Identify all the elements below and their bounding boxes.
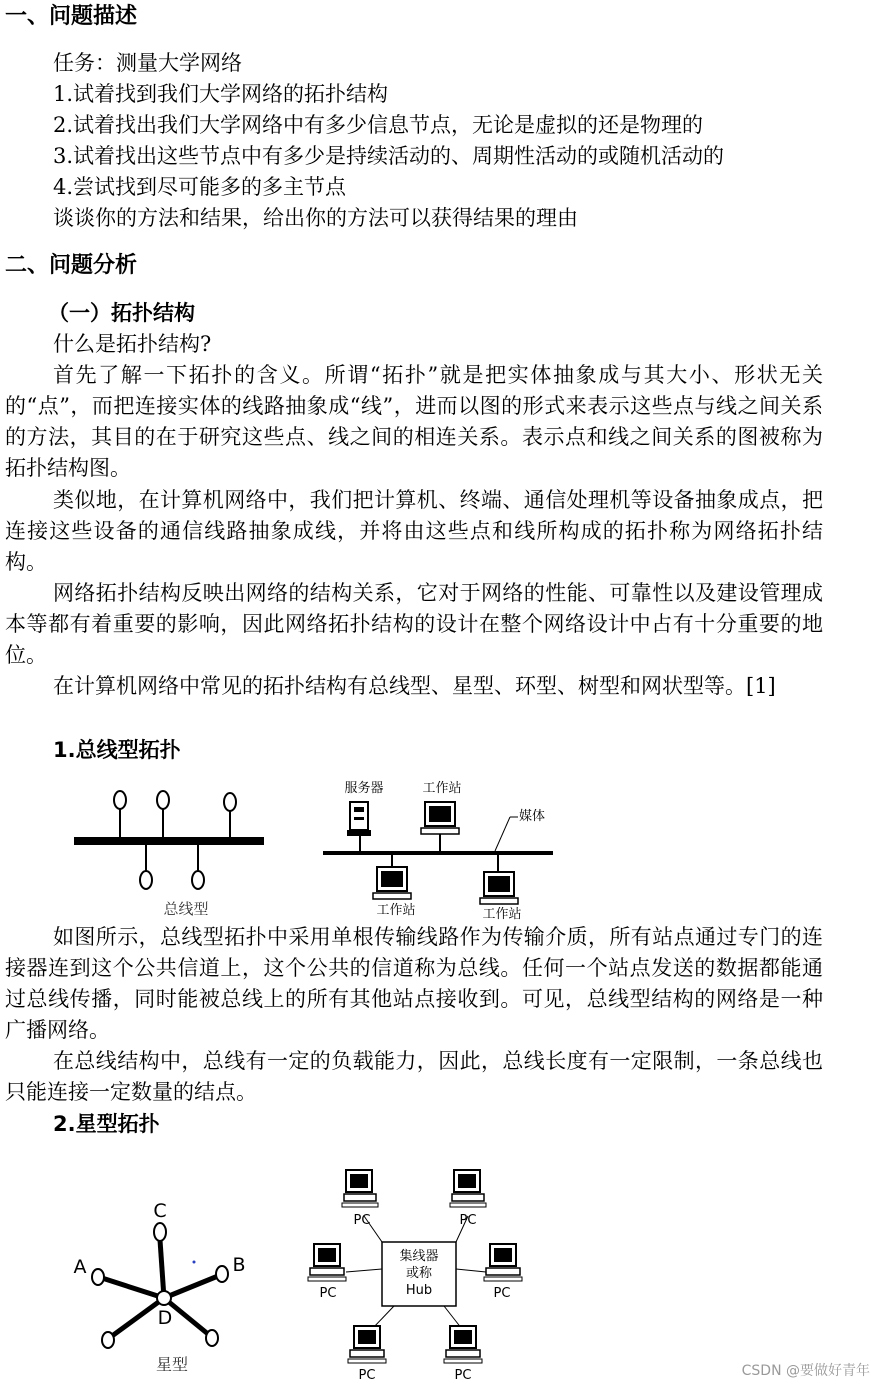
medium-line [323, 851, 553, 855]
heading-bus-topology: 1.总线型拓扑 [53, 738, 181, 762]
node-ellipse [157, 791, 169, 809]
node-lower-right [206, 1330, 218, 1346]
pc-label: PC [459, 1213, 477, 1228]
pc-label: PC [493, 1286, 511, 1301]
section-heading-problem: 一、问题描述 [5, 4, 138, 29]
hub-label-1: 集线器 [399, 1249, 439, 1264]
bus-line [74, 837, 264, 845]
question-line: 什么是拓扑结构? [53, 332, 212, 356]
workstation-icon [421, 802, 459, 851]
paragraph-topology-importance: 网络拓扑结构反映出网络的结构关系，它对于网络的性能、可靠性以及建设管理成本等都有着重要的影响，因此网络拓扑结构的设计在整个网络设计中占有十分重要的地位。 [5, 581, 823, 667]
task-item-2: 2.试着找出我们大学网络中有多少信息节点，无论是虚拟的还是物理的 [53, 113, 704, 137]
node-lower-left [102, 1332, 114, 1348]
paragraph-network-topology: 类似地，在计算机网络中，我们把计算机、终端、通信处理机等设备抽象成点，把连接这些设备的通信线路抽象成线，并将由这些点和线所构成的拓扑称为网络拓扑结构。 [5, 488, 823, 574]
task-item-4: 4.尝试找到尽可能多的多主节点 [53, 175, 347, 199]
task-line: 任务：测量大学网络 [53, 51, 242, 75]
pc-label: PC [319, 1286, 337, 1301]
subheading-topology: （一）拓扑结构 [48, 301, 195, 325]
server-label: 服务器 [344, 781, 384, 796]
task-instruction: 谈谈你的方法和结果，给出你的方法可以获得结果的理由 [53, 206, 578, 230]
node-ellipse [114, 791, 126, 809]
pc-icon [342, 1170, 378, 1207]
pc-label: PC [454, 1368, 472, 1382]
node-a [92, 1269, 104, 1285]
star-caption: 星型 [155, 1355, 189, 1374]
figure-bus-abstract [68, 782, 278, 922]
workstation-icon [373, 855, 411, 899]
pc-label: PC [358, 1368, 376, 1382]
pc-icon [484, 1244, 522, 1281]
paragraph-topology-meaning: 首先了解一下拓扑的含义。所谓“拓扑”就是把实体抽象成与其大小、形状无关的“点”，而把连接实体的线路抽象成“线”，进而以图的形式来表示这些点与线之间关系的方法，其目的在于研究这些点、线之间的相连关系。表示点和线之间关系的图被称为拓扑结构图。 [5, 363, 823, 480]
node-ellipse [140, 871, 152, 889]
server-icon [347, 802, 371, 851]
figure-star-hub [302, 1164, 532, 1382]
label-b: B [232, 1254, 246, 1276]
label-c: C [153, 1200, 167, 1222]
hub-label-2: 或称 [405, 1266, 433, 1281]
figure-star-abstract [60, 1192, 260, 1380]
pc-icon [444, 1326, 482, 1363]
pc-icon [308, 1244, 346, 1281]
label-a: A [73, 1256, 87, 1278]
watermark: CSDN @要做好青年 [741, 1363, 870, 1379]
workstation-icon [480, 855, 518, 904]
section-heading-analysis: 二、问题分析 [5, 253, 138, 278]
task-item-1: 1.试着找到我们大学网络的拓扑结构 [53, 82, 389, 106]
workstation-2-label: 工作站 [482, 907, 522, 922]
pc-icon [450, 1170, 486, 1207]
node-c [154, 1223, 166, 1241]
figure-bus-devices [320, 772, 560, 922]
task-item-3: 3.试着找出这些节点中有多少是持续活动的、周期性活动的或随机活动的 [53, 144, 725, 168]
node-b [216, 1266, 228, 1282]
node-ellipse [224, 793, 236, 811]
hub-label-3: Hub [405, 1283, 433, 1298]
paragraph-common-topologies: 在计算机网络中常见的拓扑结构有总线型、星型、环型、树型和网状型等。[1] [53, 674, 776, 698]
pc-label: PC [353, 1213, 371, 1228]
bus-caption: 总线型 [163, 900, 209, 918]
pc-icon [348, 1326, 386, 1363]
label-d: D [157, 1307, 173, 1329]
node-d [157, 1291, 171, 1305]
node-ellipse [192, 871, 204, 889]
workstation-1-label: 工作站 [376, 903, 416, 918]
paragraph-bus-description: 如图所示，总线型拓扑中采用单根传输线路作为传输介质，所有站点通过专门的连接器连到这个公共信道上，这个公共的信道称为总线。任何一个站点发送的数据都能通过总线传播，同时能被总线上的所有其他站点接收到。可见，总线型结构的网络是一种广播网络。 [5, 925, 823, 1042]
medium-label: 媒体 [518, 809, 546, 824]
workstation-top-label: 工作站 [422, 781, 462, 796]
paragraph-bus-limits: 在总线结构中，总线有一定的负载能力，因此，总线长度有一定限制，一条总线也只能连接一定数量的结点。 [5, 1049, 823, 1104]
heading-star-topology: 2.星型拓扑 [53, 1112, 160, 1136]
